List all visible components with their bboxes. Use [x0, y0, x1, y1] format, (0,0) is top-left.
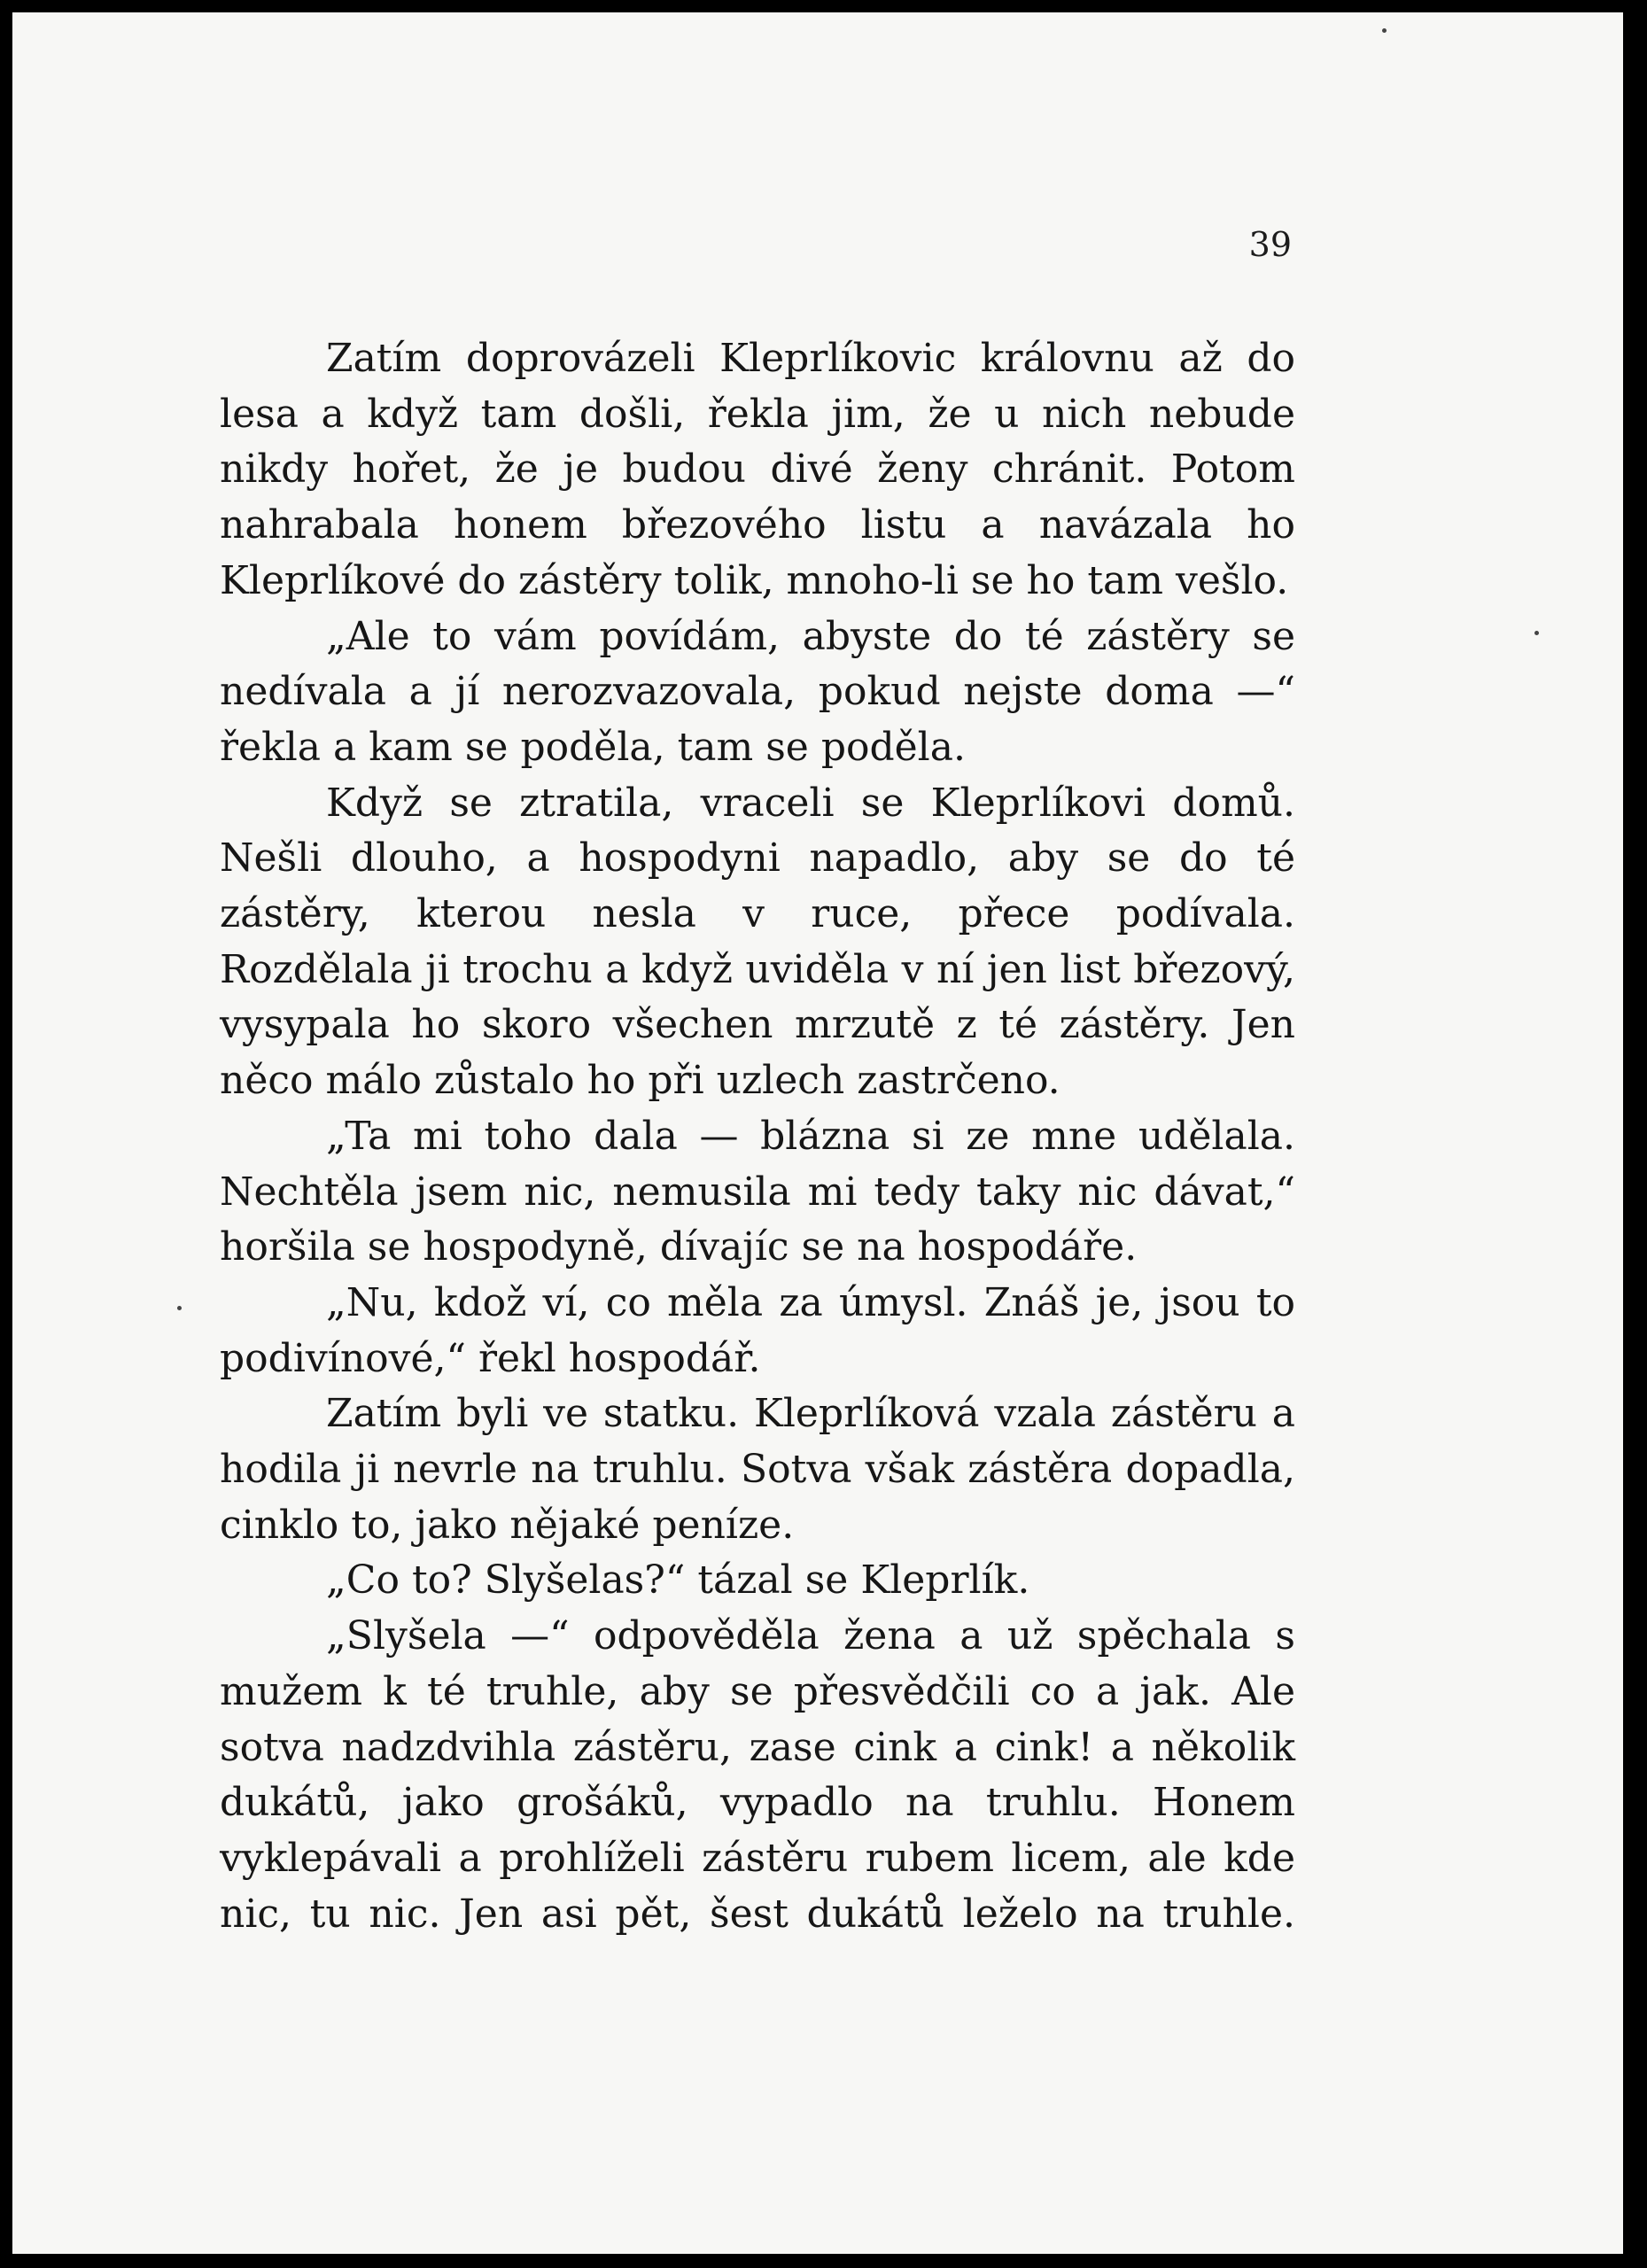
scan-border-left — [0, 0, 12, 2268]
paragraph: „Ta mi toho dala — blázna si ze mne udělala. Nechtěla jsem nic, nemusila mi tedy taky nic dávat,“ horšila se hospodyně, dívajíc se na hospodáře. — [220, 1113, 1295, 1270]
paragraph: Když se ztratila, vraceli se Kleprlíkovi domů. Nešli dlouho, a hospodyni napadlo, aby se do té zástěry, kterou nesla v ruce, přece podívala. Rozdělala ji trochu a když uviděla v ní jen list březový, vysypala ho skoro všechen mrzutě z té zástěry. Jen něco málo zůstalo ho při uzlech zastrčeno. — [220, 780, 1295, 1104]
paragraph: „Co to? Slyšelas?“ tázal se Kleprlík. — [326, 1557, 1030, 1604]
scan-speck — [1534, 631, 1539, 635]
body-text — [220, 331, 1295, 1942]
page-number: 39 — [1248, 225, 1292, 264]
scan-speck — [1382, 28, 1387, 33]
scan-border-right — [1623, 0, 1647, 2268]
scan-speck — [177, 1306, 182, 1310]
paragraph: „Ale to vám povídám, abyste do té zástěry se nedívala a jí nerozvazovala, pokud nejste doma —“ řekla a kam se poděla, tam se poděla. — [220, 613, 1295, 770]
paragraph: Zatím doprovázeli Kleprlíkovic královnu až do lesa a když tam došli, řekla jim, že u nich nebude nikdy hořet, že je budou divé ženy chránit. Potom nahrabala honem březového listu a navázala ho Kleprlíkové do zástěry tolik, mnoho-li se ho tam vešlo. — [220, 336, 1295, 603]
paragraph: „Slyšela —“ odpověděla žena a už spěchala s mužem k té truhle, aby se přesvědčili co a jak. Ale sotva nadzdvihla zástěru, zase cink a cink! a několik dukátů, jako grošáků, vypadlo na truhlu. Honem vyklepávali a prohlíželi zástěru rubem licem, ale kde nic, tu nic. Jen asi pět, šest dukátů leželo na truhle. — [220, 1613, 1295, 1937]
paragraph: Zatím byli ve statku. Kleprlíková vzala zástěru a hodila ji nevrle na truhlu. Sotva však zástěra dopadla, cinklo to, jako nějaké peníze. — [220, 1391, 1295, 1548]
book-page — [12, 12, 1623, 2254]
paragraph: „Nu, kdož ví, co měla za úmysl. Znáš je, jsou to podivínové,“ řekl hospodář. — [220, 1279, 1295, 1381]
